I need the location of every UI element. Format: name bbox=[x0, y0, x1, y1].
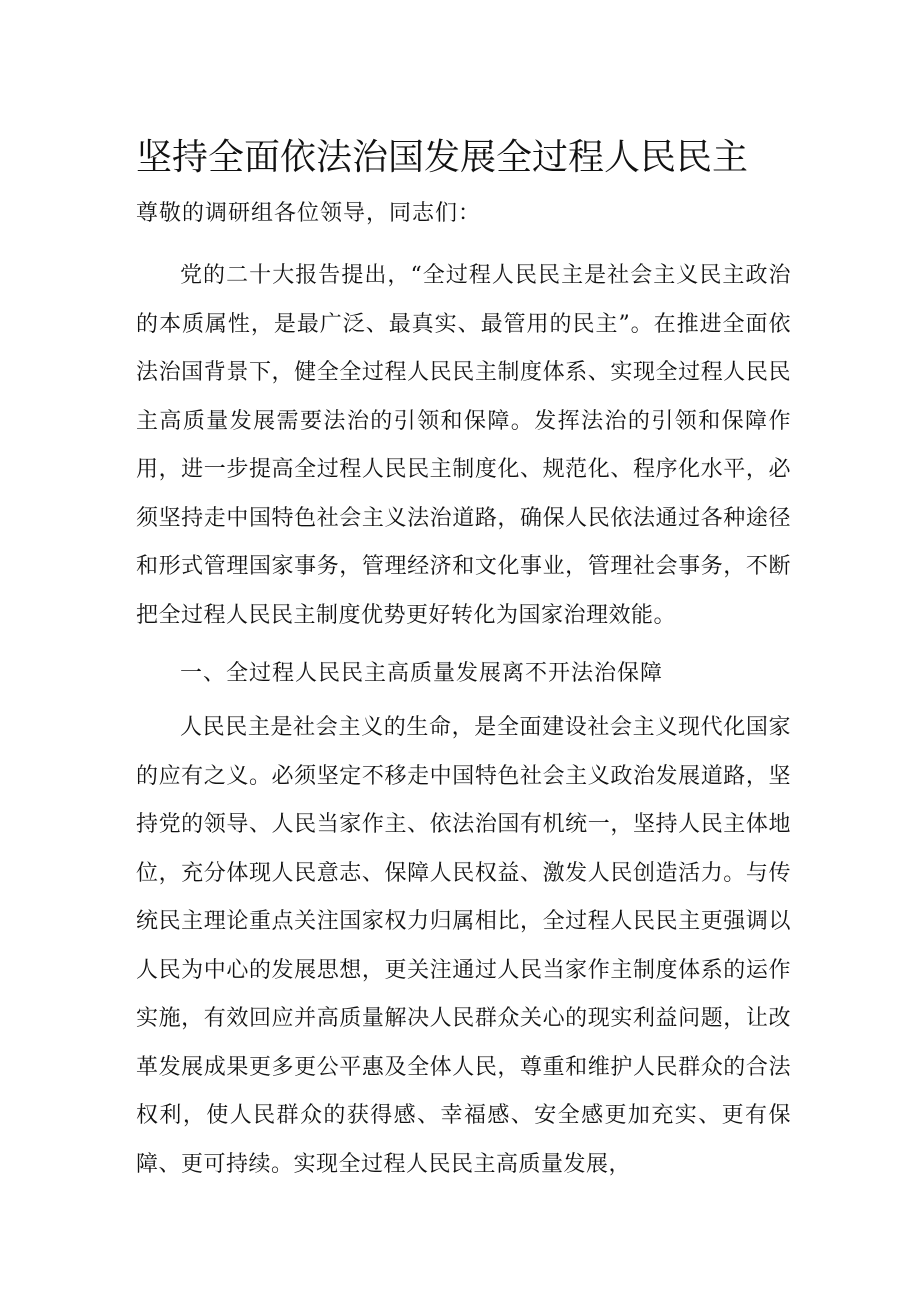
body-paragraph-people-democracy: 人民民主是社会主义的生命，是全面建设社会主义现代化国家的应有之义。必须坚定不移走中国特色社会主义政治发展道路，坚持党的领导、人民当家作主、依法治国有机统一，坚持人民主体地位，充分体现人民意志、保障人民权益、激发人民创造活力。与传统民主理论重点关注国家权力归属相比，全过程人民民主更强调以人民为中心的发展思想，更关注通过人民当家作主制度体系的运作实施，有效回应并高质量解决人民群众关心的现实利益问题，让改革发展成果更多更公平惠及全体人民，尊重和维护人民群众的合法权利，使人民群众的获得感、幸福感、安全感更加充实、更有保障、更可持续。实现全过程人民民主高质量发展， bbox=[136, 715, 791, 1177]
salutation: 尊敬的调研组各位领导，同志们： bbox=[136, 201, 482, 226]
section-heading-1: 一、全过程人民民主高质量发展离不开法治保障 bbox=[180, 661, 664, 686]
document-title: 坚持全面依法治国发展全过程人民民主 bbox=[136, 137, 749, 178]
body-paragraph-intro: 党的二十大报告提出，“全过程人民民主是社会主义民主政治的本质属性，是最广泛、最真实、最管用的民主”。在推进全面依法治国背景下，健全全过程人民民主制度体系、实现全过程人民民主高质量发展需要法治的引领和保障。发挥法治的引领和保障作用，进一步提高全过程人民民主制度化、规范化、程序化水平，必须坚持走中国特色社会主义法治道路，确保人民依法通过各种途径和形式管理国家事务，管理经济和文化事业，管理社会事务，不断把全过程人民民主制度优势更好转化为国家治理效能。 bbox=[136, 263, 791, 628]
